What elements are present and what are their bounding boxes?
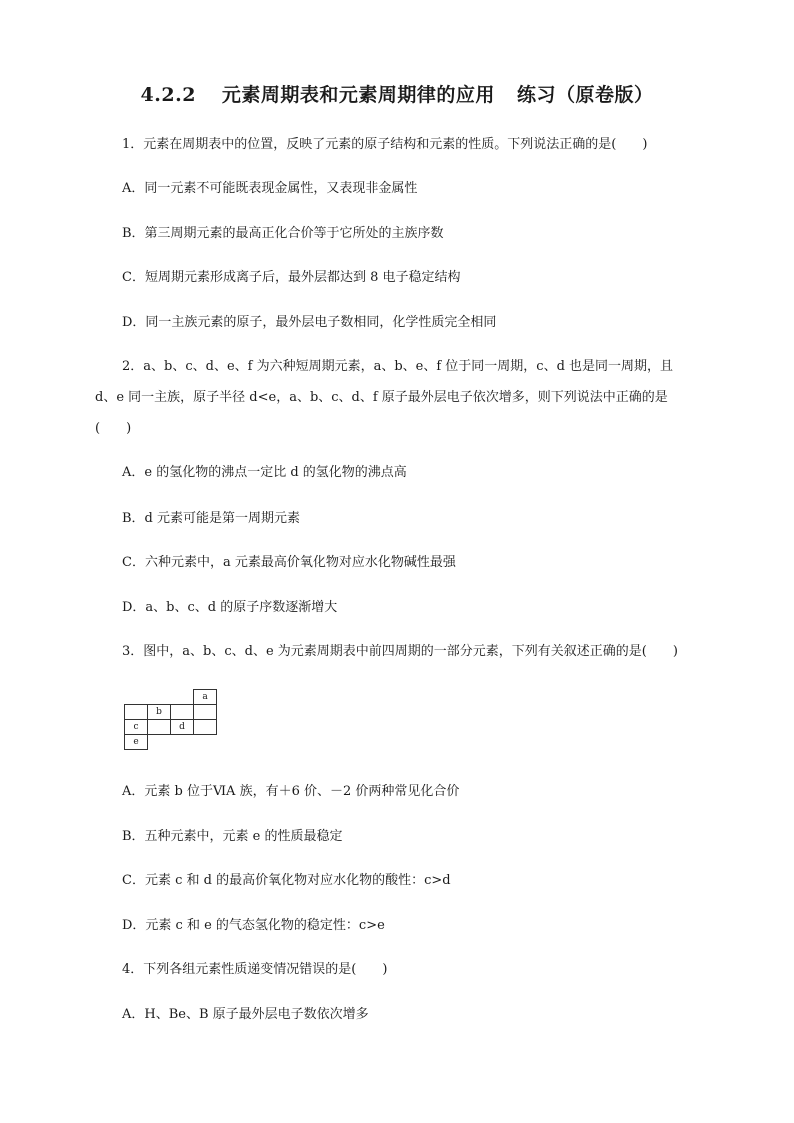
q2-option-a: A．e 的氢化物的沸点一定比 d 的氢化物的沸点高 xyxy=(122,465,407,480)
q3-stem: 3．图中，a、b、c、d、e 为元素周期表中前四周期的一部分元素，下列有关叙述正确的是( ) xyxy=(122,644,678,659)
q2-option-c: C．六种元素中，a 元素最高价氧化物对应水化物碱性最强 xyxy=(122,555,456,570)
page-title xyxy=(0,80,794,107)
q2-option-b: B．d 元素可能是第一周期元素 xyxy=(122,511,301,526)
q2-stem-line2: d、e 同一主族，原子半径 d<e，a、b、c、d、f 原子最外层电子依次增多，则下列说法中正确的是 xyxy=(95,390,668,405)
cell-a: a xyxy=(194,690,217,705)
q1-option-b: B．第三周期元素的最高正化合价等于它所处的主族序数 xyxy=(122,226,444,241)
q3-option-a: A．元素 b 位于ⅥA 族，有＋6 价、－2 价两种常见化合价 xyxy=(122,784,460,799)
q4-stem: 4．下列各组元素性质递变情况错误的是( ) xyxy=(122,962,388,977)
q3-option-d: D．元素 c 和 e 的气态氢化物的稳定性：c>e xyxy=(122,918,385,933)
q1-option-a: A．同一元素不可能既表现金属性，又表现非金属性 xyxy=(122,181,418,196)
q4-option-a: A．H、Be、B 原子最外层电子数依次增多 xyxy=(122,1007,369,1022)
q2-stem-line3: ( ) xyxy=(95,421,132,436)
title-main: 元素周期表和元素周期律的应用 xyxy=(221,84,495,106)
q2-stem-line1: 2．a、b、c、d、e、f 为六种短周期元素，a、b、e、f 位于同一周期，c、d 也是同一周期，且 xyxy=(122,359,674,374)
cell-e: e xyxy=(125,735,148,750)
section-number: 4.2.2 xyxy=(140,84,196,106)
q1-stem: 1．元素在周期表中的位置，反映了元素的原子结构和元素的性质。下列说法正确的是( ) xyxy=(122,137,648,152)
periodic-table-fragment xyxy=(124,689,217,750)
q3-option-b: B．五种元素中，元素 e 的性质最稳定 xyxy=(122,829,343,844)
q2-option-d: D．a、b、c、d 的原子序数逐渐增大 xyxy=(122,600,338,615)
cell-c: c xyxy=(125,720,148,735)
q3-option-c: C．元素 c 和 d 的最高价氧化物对应水化物的酸性：c>d xyxy=(122,873,451,888)
cell-d: d xyxy=(171,720,194,735)
q1-option-c: C．短周期元素形成离子后，最外层都达到 8 电子稳定结构 xyxy=(122,270,461,285)
title-suffix: 练习（原卷版） xyxy=(516,84,654,106)
cell-b: b xyxy=(148,705,171,720)
q1-option-d: D．同一主族元素的原子，最外层电子数相同，化学性质完全相同 xyxy=(122,315,497,330)
